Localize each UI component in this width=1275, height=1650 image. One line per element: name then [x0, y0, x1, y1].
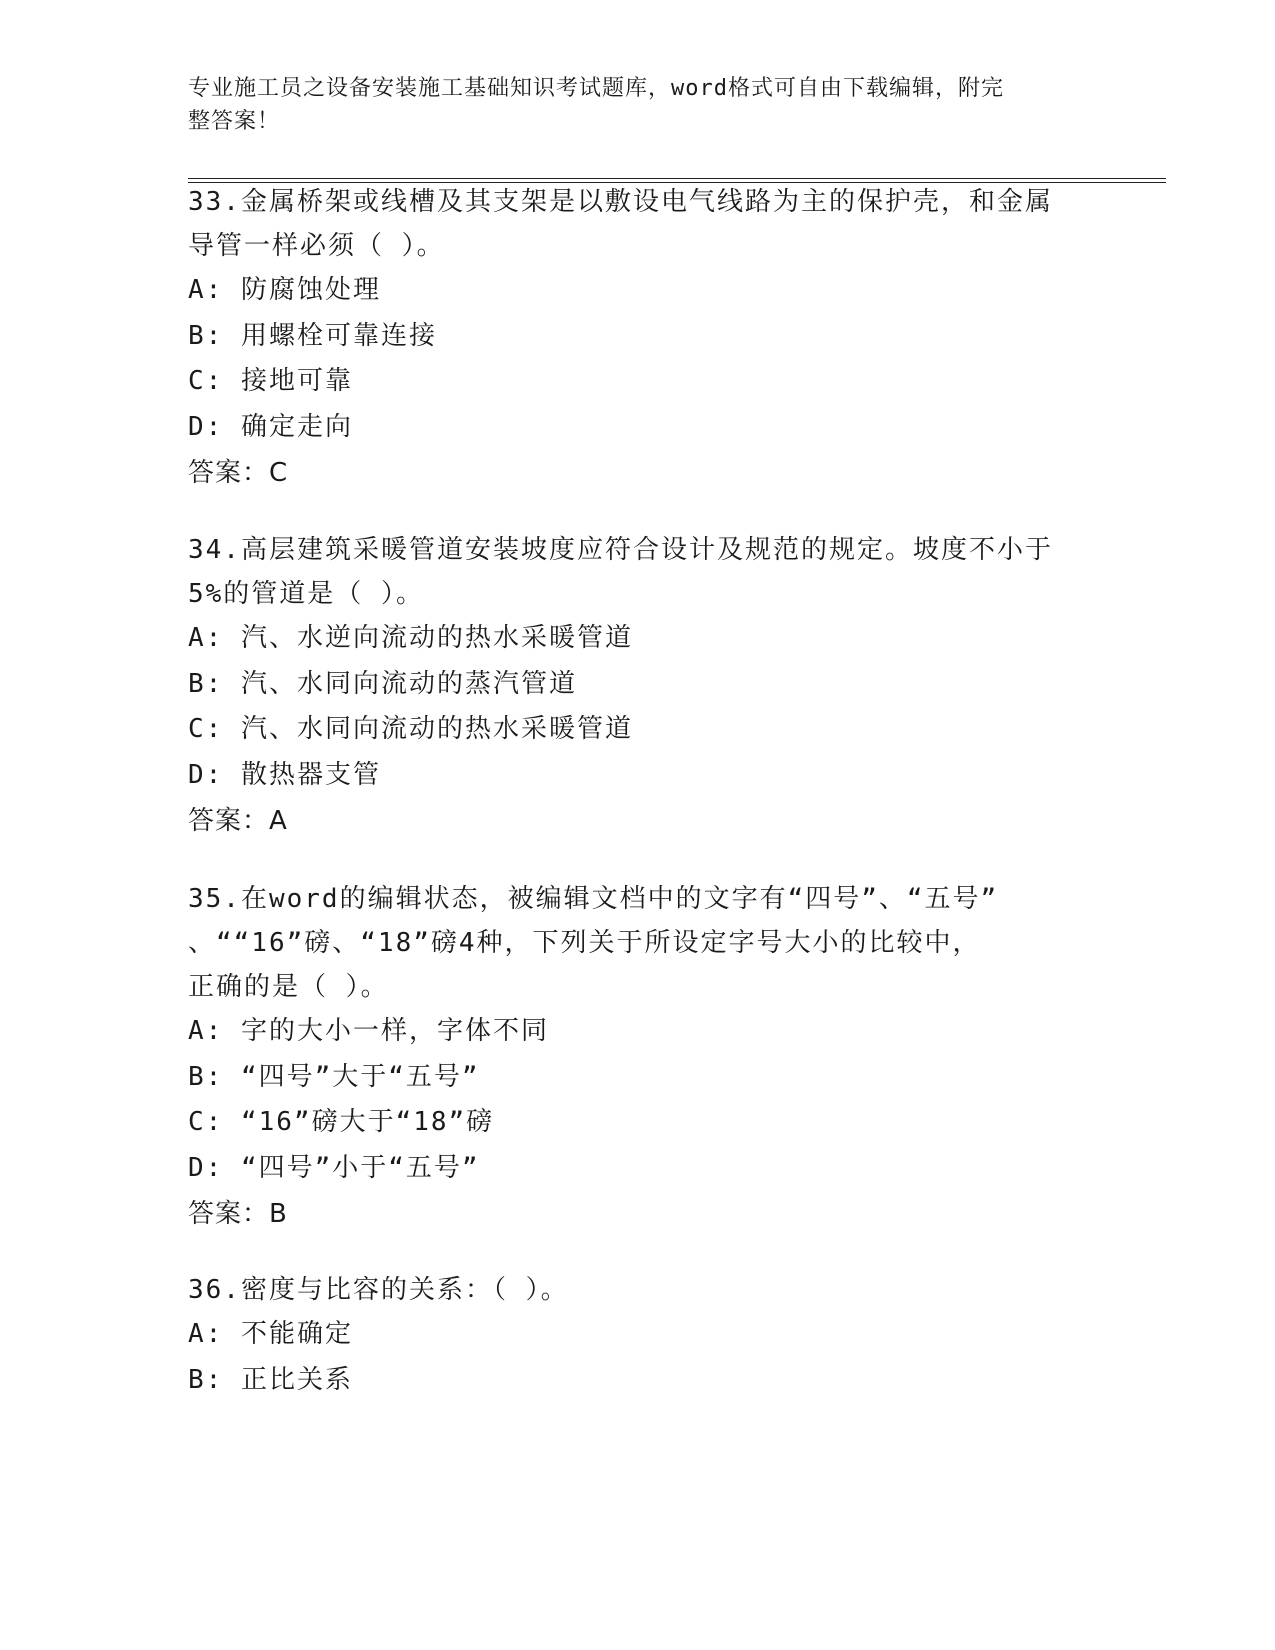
option-b: B: 正比关系: [188, 1364, 353, 1395]
header-line: 专业施工员之设备安装施工基础知识考试题库，word格式可自由下载编辑，附完: [188, 76, 1004, 101]
answer-line: 答案：C: [188, 458, 289, 488]
question-stem: 、““16”磅、“18”磅4种，下列关于所设定字号大小的比较中，: [188, 928, 981, 958]
option-a: A: 防腐蚀处理: [188, 275, 381, 305]
question-34: [188, 528, 1088, 844]
option-a: A: 汽、水逆向流动的热水采暖管道: [188, 623, 633, 653]
option-d: D: 确定走向: [188, 411, 353, 442]
option-b: B: “四号”大于“五号”: [188, 1061, 480, 1092]
answer-line: 答案：A: [188, 806, 288, 836]
option-d: D: 散热器支管: [188, 759, 381, 790]
option-a: A: 字的大小一样，字体不同: [188, 1016, 549, 1046]
option-a: A: 不能确定: [188, 1319, 353, 1349]
question-35: [188, 877, 1088, 1237]
question-33: [188, 180, 1088, 496]
option-d: D: “四号”小于“五号”: [188, 1152, 480, 1183]
answer-line: 答案：B: [188, 1199, 288, 1229]
question-stem: 导管一样必须（ ）。: [188, 231, 445, 261]
question-stem: 5%的管道是（ ）。: [188, 579, 424, 609]
question-stem: 35.在word的编辑状态，被编辑文档中的文字有“四号”、“五号”: [188, 884, 999, 914]
option-c: C: 汽、水同向流动的热水采暖管道: [188, 714, 633, 744]
option-c: C: “16”磅大于“18”磅: [188, 1107, 495, 1137]
option-b: B: 汽、水同向流动的蒸汽管道: [188, 668, 577, 699]
question-stem: 正确的是（ ）。: [188, 972, 389, 1002]
question-stem: 33.金属桥架或线槽及其支架是以敷设电气线路为主的保护壳，和金属: [188, 187, 1053, 217]
header-line: 整答案！: [188, 109, 281, 134]
question-stem: 34.高层建筑采暖管道安装坡度应符合设计及规范的规定。坡度不小于: [188, 535, 1053, 565]
document-header: [188, 72, 1068, 138]
question-stem: 36.密度与比容的关系：（ ）。: [188, 1275, 569, 1305]
option-b: B: 用螺栓可靠连接: [188, 320, 437, 351]
question-36: [188, 1268, 1088, 1403]
option-c: C: 接地可靠: [188, 366, 353, 396]
